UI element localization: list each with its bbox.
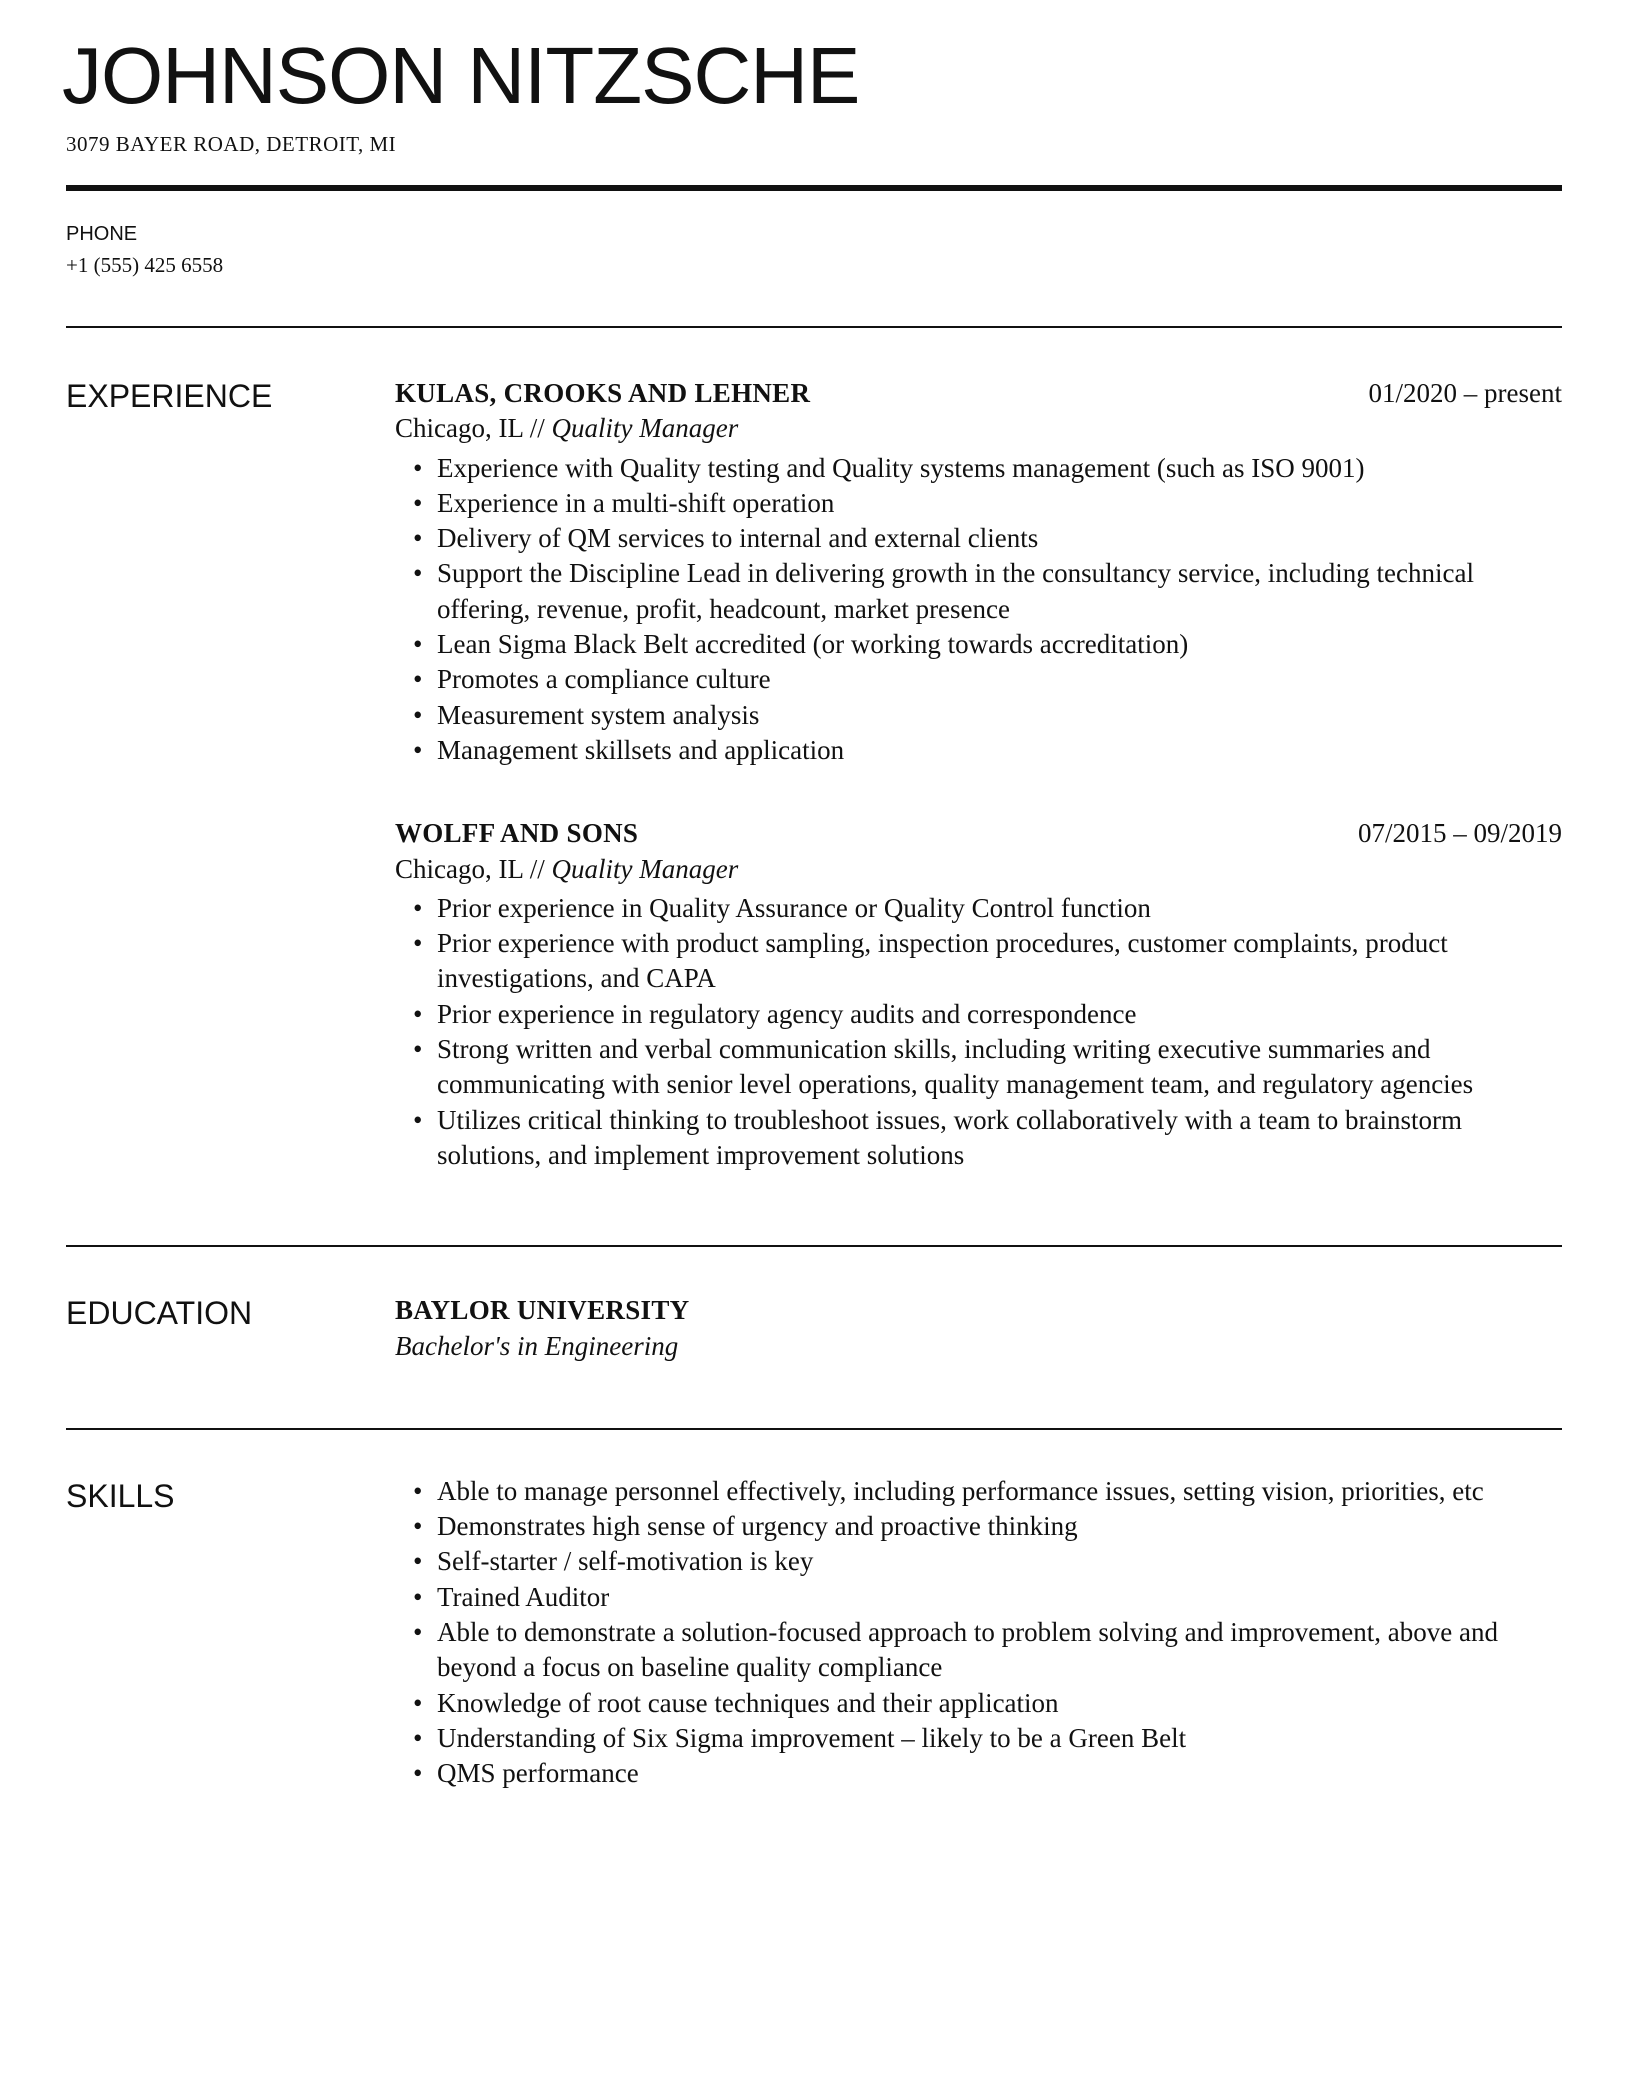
education-body [395, 1293, 1562, 1364]
list-item: • Able to demonstrate a solution-focused approach to problem solving and improvement, above and beyond a focus on baseline quality compliance [437, 1615, 1562, 1686]
job-entry [395, 816, 1562, 1173]
education-section [66, 1293, 1562, 1364]
job-header [395, 816, 1562, 851]
phone-label: PHONE [66, 223, 138, 245]
school-name: BAYLOR UNIVERSITY [395, 1295, 690, 1326]
job-subline [395, 852, 1562, 887]
job-entry [395, 376, 1562, 768]
list-item: • Demonstrates high sense of urgency and proactive thinking [437, 1509, 1562, 1544]
list-item: • Self-starter / self-motivation is key [437, 1544, 1562, 1579]
list-item: • Prior experience in Quality Assurance or Quality Control function [437, 891, 1562, 926]
candidate-address: 3079 BAYER ROAD, DETROIT, MI [66, 132, 397, 156]
list-item: • Able to manage personnel effectively, including performance issues, setting vision, priorities, etc [437, 1474, 1562, 1509]
candidate-name: JOHNSON NITZSCHE [62, 31, 860, 120]
list-item: • Management skillsets and application [437, 733, 1562, 768]
list-item: • QMS performance [437, 1756, 1562, 1791]
list-item: • Support the Discipline Lead in delivering growth in the consultancy service, including technical offering, revenue, profit, headcount, market presence [437, 556, 1562, 627]
list-item: • Experience in a multi-shift operation [437, 486, 1562, 521]
phone-value: +1 (555) 425 6558 [66, 253, 224, 277]
degree-name: Bachelor's in Engineering [395, 1330, 679, 1361]
section-divider [66, 1245, 1562, 1247]
list-item: • Understanding of Six Sigma improvement – likely to be a Green Belt [437, 1721, 1562, 1756]
section-divider [66, 326, 1562, 328]
list-item: • Utilizes critical thinking to troubleshoot issues, work collaboratively with a team to brainstorm solutions, and implement improvement solutions [437, 1103, 1562, 1174]
resume-page [62, 0, 1562, 1792]
experience-section [66, 376, 1562, 1173]
list-item: • Trained Auditor [437, 1580, 1562, 1615]
list-item: • Experience with Quality testing and Quality systems management (such as ISO 9001) [437, 451, 1562, 486]
skills-section [66, 1474, 1562, 1792]
job-role: Quality Manager [551, 853, 739, 884]
list-item: • Delivery of QM services to internal and external clients [437, 521, 1562, 556]
experience-body [395, 376, 1562, 1173]
job-role: Quality Manager [551, 413, 739, 444]
job-separator: // [522, 413, 552, 444]
skills-body [395, 1474, 1562, 1792]
list-item: • Promotes a compliance culture [437, 662, 1562, 697]
job-dates: 07/2015 – 09/2019 [1357, 818, 1562, 849]
job-bullets [395, 891, 1562, 1173]
list-item: • Prior experience in regulatory agency audits and correspondence [437, 997, 1562, 1032]
list-item: • Prior experience with product sampling, inspection procedures, customer complaints, product investigations, and CAPA [437, 926, 1562, 997]
list-item: • Lean Sigma Black Belt accredited (or working towards accreditation) [437, 627, 1562, 662]
job-subline [395, 411, 1562, 446]
contact-block [66, 223, 1562, 278]
education-title: EDUCATION [66, 1295, 253, 1332]
header-divider [66, 185, 1562, 191]
section-divider [66, 1428, 1562, 1430]
experience-title: EXPERIENCE [66, 378, 273, 414]
job-bullets [395, 451, 1562, 769]
job-header [395, 376, 1562, 411]
company-name: WOLFF AND SONS [395, 818, 639, 849]
job-separator: // [522, 853, 552, 884]
list-item: • Knowledge of root cause techniques and their application [437, 1686, 1562, 1721]
skills-list [395, 1474, 1562, 1792]
job-dates: 01/2020 – present [1368, 378, 1562, 408]
list-item: • Measurement system analysis [437, 698, 1562, 733]
skills-title: SKILLS [66, 1477, 175, 1514]
list-item: • Strong written and verbal communication skills, including writing executive summaries and communicating with senior level operations, quality management team, and regulatory agencies [437, 1032, 1562, 1103]
company-name: KULAS, CROOKS AND LEHNER [395, 378, 811, 408]
job-location: Chicago, IL [395, 853, 523, 884]
job-location: Chicago, IL [395, 413, 523, 444]
